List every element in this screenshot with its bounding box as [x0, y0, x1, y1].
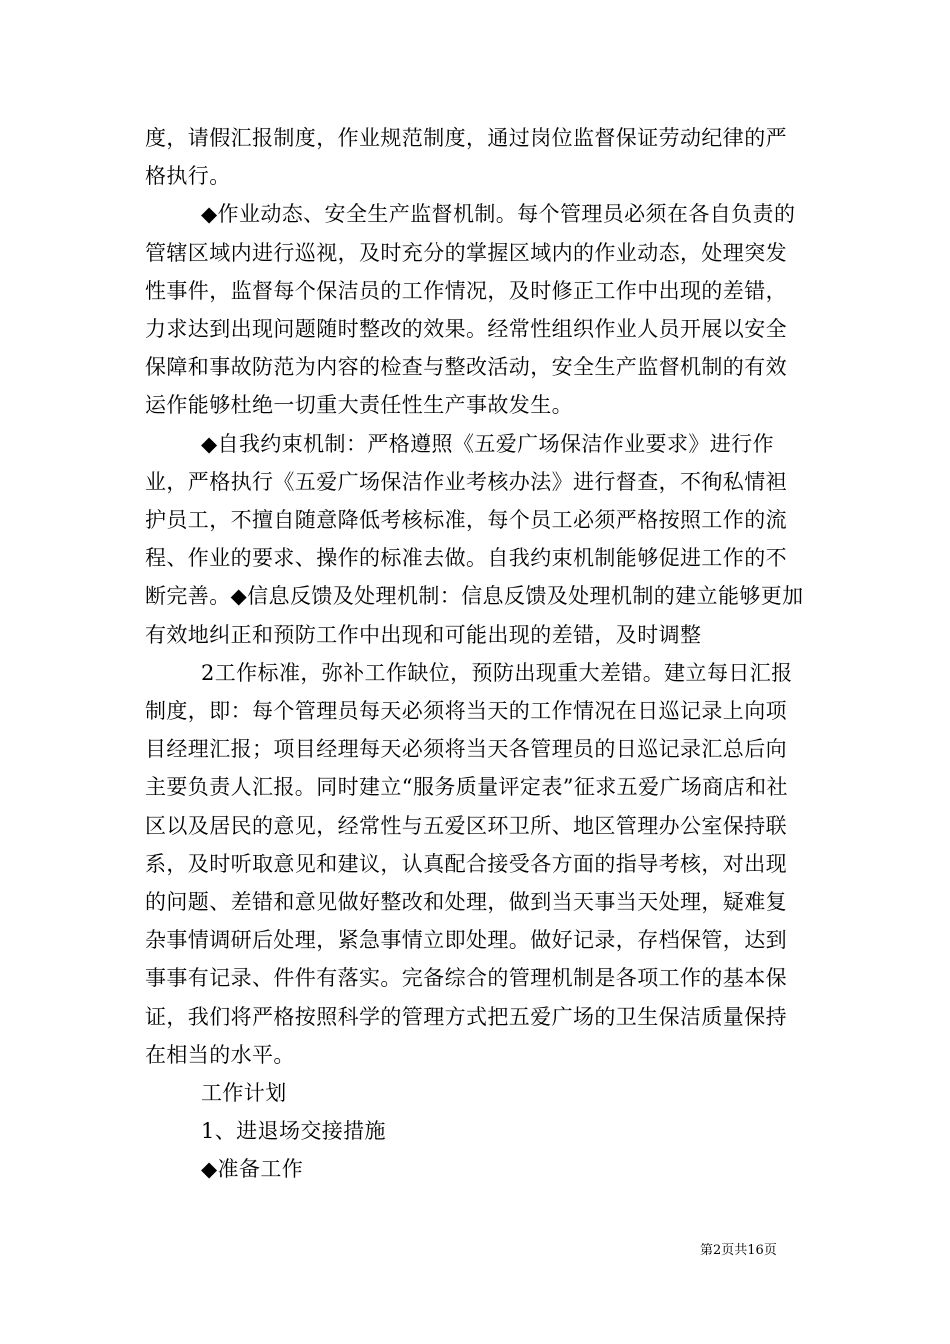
paragraph-3: ◆自我约束机制：严格遵照《五爱广场保洁作业要求》进行作业，严格执行《五爱广场保洁作业考核办法》进行督查，不徇私情袒护员工，不擅自随意降低考核标准，每个员工必须严格按照工作的流程、作业的要求、操作的标准去做。自我约束机制能够促进工作的不断完善。◆信息反馈及处理机制：信息反馈及处理机制的建立能够更加有效地纠正和预防工作中出现和可能出现的差错，及时调整 [145, 431, 804, 647]
paragraph-4: 2工作标准，弥补工作缺位，预防出现重大差错。建立每日汇报制度，即：每个管理员每天必须将当天的工作情况在日巡记录上向项目经理汇报；项目经理每天必须将当天各管理员的日巡记录汇总后向主要负责人汇报。同时建立“服务质量评定表”征求五爱广场商店和社区以及居民的意见，经常性与五爱区环卫所、地区管理办公室保持联系，及时听取意见和建议，认真配合接受各方面的指导考核，对出现的问题、差错和意见做好整改和处理，做到当天事当天处理，疑难复杂事情调研后处理，紧急事情立即处理。做好记录，存档保管，达到事事有记录、件件有落实。完备综合的管理机制是各项工作的基本保证，我们将严格按照科学的管理方式把五爱广场的卫生保洁质量保持在相当的水平。 [145, 660, 793, 1067]
paragraph-handover: 1、进退场交接措施 [201, 1119, 386, 1144]
paragraph-preparation: ◆准备工作 [201, 1157, 304, 1182]
paragraph-work-plan: 工作计划 [201, 1081, 287, 1106]
paragraph-2: ◆作业动态、安全生产监督机制。每个管理员必须在各自负责的管辖区域内进行巡视，及时充分的掌握区域内的作业动态，处理突发性事件，监督每个保洁员的工作情况，及时修正工作中出现的差错，力求达到出现问题随时整改的效果。经常性组织作业人员开展以安全保障和事故防范为内容的检查与整改活动，安全生产监督机制的有效运作能够杜绝一切重大责任性生产事故发生。 [145, 202, 796, 418]
page-number-footer: 第2页共16页 [700, 1243, 777, 1258]
paragraph-1: 度，请假汇报制度，作业规范制度，通过岗位监督保证劳动纪律的严格执行。 [145, 126, 787, 189]
document-body [145, 119, 807, 1189]
